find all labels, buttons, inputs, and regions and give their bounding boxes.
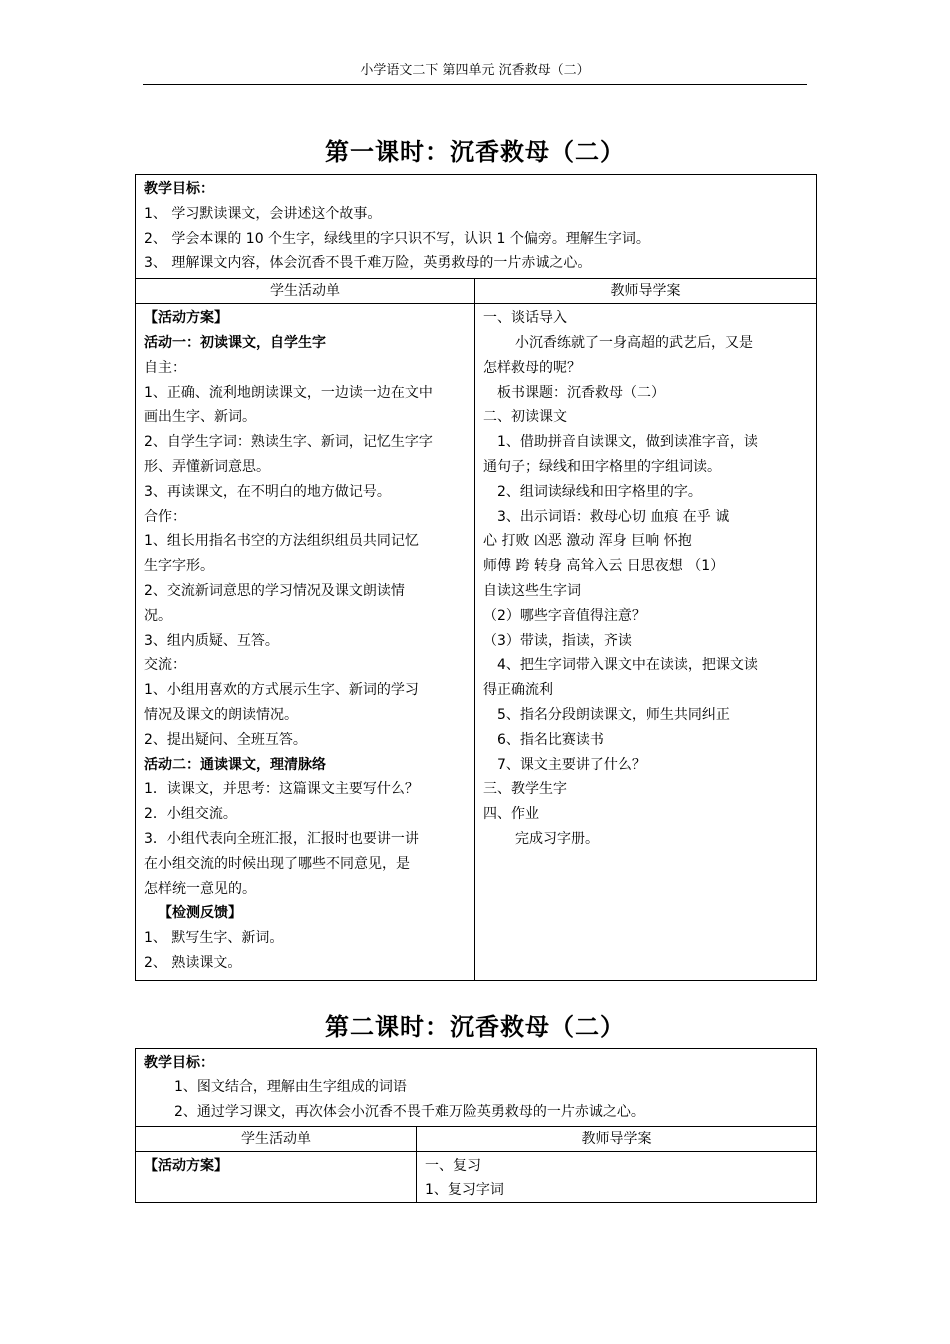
lesson1-title: 第一课时：沉香救母（二） xyxy=(325,138,625,166)
coop-item: 生字字形。 xyxy=(144,558,214,575)
student-column-header: 学生活动单 xyxy=(136,1126,417,1151)
goal-item: 3、 理解课文内容，体会沉香不畏千难万险，英勇救母的一片赤诚之心。 xyxy=(144,255,592,272)
teacher-line: 师傅 跨 转身 高耸入云 日思夜想 （1） xyxy=(483,558,725,575)
teacher-guide-cell xyxy=(417,1151,817,1203)
teacher-line: 板书课题：沉香救母（二） xyxy=(497,384,665,401)
coop-item: 1、组长用指名书空的方法组织组员共同记忆 xyxy=(144,533,419,550)
activity2-item: 2．小组交流。 xyxy=(144,806,237,823)
teacher-line: 6、指名比赛读书 xyxy=(497,731,604,748)
self-label: 自主： xyxy=(144,359,186,376)
plan-label: 【活动方案】 xyxy=(144,310,228,327)
activity2-item: 3．小组代表向全班汇报，汇报时也要讲一讲 xyxy=(144,830,419,847)
exchange-label: 交流： xyxy=(144,657,186,674)
student-column-header: 学生活动单 xyxy=(136,279,475,304)
self-item: 形、弄懂新词意思。 xyxy=(144,458,270,475)
feedback-item: 1、 默写生字、新词。 xyxy=(144,930,284,947)
teacher-line: 小沉香练就了一身高超的武艺后，又是 xyxy=(515,334,753,351)
page-header: 小学语文二下 第四单元 沉香救母（二） xyxy=(143,62,807,85)
coop-item: 况。 xyxy=(144,607,172,624)
teacher-line: 4、把生字词带入课文中在读读，把课文读 xyxy=(497,657,758,674)
goals-label: 教学目标： xyxy=(144,1055,214,1071)
self-item: 2、自学生字词：熟读生字、新词，记忆生字字 xyxy=(144,434,433,451)
teacher-line: 四、作业 xyxy=(483,806,539,823)
teacher-line: 怎样救母的呢？ xyxy=(483,359,581,376)
goals-label: 教学目标： xyxy=(144,181,214,197)
teacher-column-header: 教师导学案 xyxy=(475,279,817,304)
exchange-item: 2、提出疑问、全班互答。 xyxy=(144,731,307,748)
activity2-item: 在小组交流的时候出现了哪些不同意见，是 xyxy=(144,855,410,872)
teacher-line: 5、指名分段朗读课文，师生共同纠正 xyxy=(497,706,730,723)
coop-item: 3、组内质疑、互答。 xyxy=(144,632,279,649)
lesson2-table xyxy=(135,1048,817,1203)
teacher-line: （3）带读，指读，齐读 xyxy=(483,632,632,649)
plan-label: 【活动方案】 xyxy=(144,1157,228,1174)
teacher-line: （2）哪些字音值得注意？ xyxy=(483,607,646,624)
activity2-item: 1．读课文，并思考：这篇课文主要写什么？ xyxy=(144,781,419,798)
goal-item: 2、通过学习课文，再次体会小沉香不畏千难万险英勇救母的一片赤诚之心。 xyxy=(174,1103,645,1120)
teacher-line: 一、谈话导入 xyxy=(483,310,567,327)
student-activity-cell xyxy=(136,304,475,981)
goal-item: 1、 学习默读课文，会讲述这个故事。 xyxy=(144,205,382,222)
teacher-line: 2、组词读绿线和田字格里的字。 xyxy=(497,483,702,500)
teacher-line: 得正确流利 xyxy=(483,682,553,699)
activity2-item: 怎样统一意见的。 xyxy=(144,880,256,897)
feedback-item: 2、 熟读课文。 xyxy=(144,954,242,971)
teacher-line: 3、出示词语：救母心切 血痕 在乎 诚 xyxy=(497,508,730,525)
self-item: 3、再读课文，在不明白的地方做记号。 xyxy=(144,483,391,500)
teacher-line: 二、初读课文 xyxy=(483,409,567,426)
teacher-line: 1、复习字词 xyxy=(425,1182,504,1199)
teacher-line: 1、借助拼音自读课文，做到读准字音，读 xyxy=(497,434,758,451)
teacher-guide-cell xyxy=(475,304,817,981)
lesson2-title: 第二课时：沉香救母（二） xyxy=(325,1013,625,1041)
feedback-label: 【检测反馈】 xyxy=(158,905,242,922)
self-item: 画出生字、新词。 xyxy=(144,409,256,426)
coop-label: 合作： xyxy=(144,508,186,525)
teacher-line: 完成习字册。 xyxy=(515,830,599,847)
student-activity-cell xyxy=(136,1151,417,1203)
lesson2-goals xyxy=(136,1049,817,1127)
teacher-column-header: 教师导学案 xyxy=(417,1126,817,1151)
exchange-item: 1、小组用喜欢的方式展示生字、新词的学习 xyxy=(144,682,419,699)
lesson1-goals xyxy=(136,175,817,279)
coop-item: 2、交流新词意思的学习情况及课文朗读情 xyxy=(144,582,405,599)
activity1-title: 活动一：初读课文，自学生字 xyxy=(144,334,326,351)
teacher-line: 心 打败 凶恶 激动 浑身 巨响 怀抱 xyxy=(483,533,692,550)
lesson1-table xyxy=(135,174,817,981)
teacher-line: 一、复习 xyxy=(425,1157,481,1174)
exchange-item: 情况及课文的朗读情况。 xyxy=(144,706,298,723)
teacher-line: 三、教学生字 xyxy=(483,781,567,798)
activity2-title: 活动二：通读课文，理清脉络 xyxy=(144,756,326,773)
self-item: 1、正确、流利地朗读课文，一边读一边在文中 xyxy=(144,384,433,401)
goal-item: 1、图文结合，理解由生字组成的词语 xyxy=(174,1079,407,1096)
teacher-line: 自读这些生字词 xyxy=(483,582,581,599)
teacher-line: 7、课文主要讲了什么？ xyxy=(497,756,646,773)
goal-item: 2、 学会本课的 10 个生字，绿线里的字只识不写，认识 1 个偏旁。理解生字词。 xyxy=(144,230,650,247)
teacher-line: 通句子；绿线和田字格里的字组词读。 xyxy=(483,458,721,475)
